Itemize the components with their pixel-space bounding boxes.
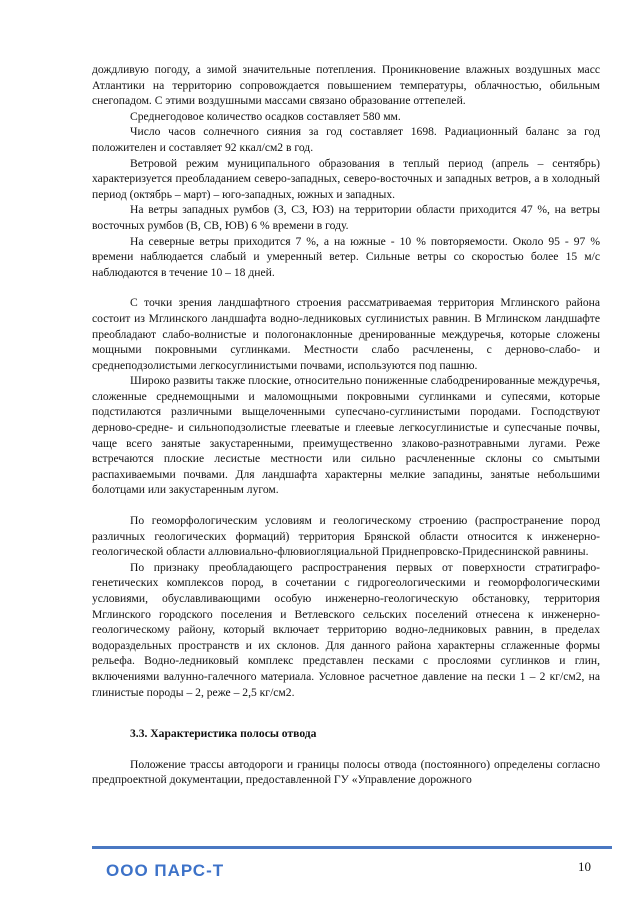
paragraph-gap (92, 498, 600, 513)
paragraph: С точки зрения ландшафтного строения рассматриваемая территория Мглинского района состоит из Мглинского ландшафта водно-ледниковых суглинистых равнин. В Мглинском ландшафте преобладают слабо-волнистые и пологонаклонные дренированные междуречья, которые сложены мощными покровными суглинками. Местности слабо расчленены, с дерново-слабо- и среднеподзолистыми легкосуглинистыми почвами, используются под пашню. (92, 296, 600, 372)
paragraph-gap (92, 280, 600, 295)
paragraph: Среднегодовое количество осадков составляет 580 мм. (130, 109, 401, 123)
paragraph-gap (92, 700, 600, 726)
paragraph: Положение трассы автодороги и границы полосы отвода (постоянного) определены согласно предпроектной документации, предоставленной ГУ «Управление дорожного (92, 757, 600, 787)
paragraph: Ветровой режим муниципального образования в теплый период (апрель – сентябрь) характеризуется преобладанием северо-западных, северо-восточных и западных ветров, а в холодный период (октябрь – март) – юго-западных, южных и западных. (92, 156, 600, 201)
paragraph: Число часов солнечного сияния за год составляет 1698. Радиационный баланс за год положителен и составляет 92 ккал/см2 в год. (92, 125, 600, 154)
paragraph: На ветры западных румбов (З, СЗ, ЮЗ) на территории области приходится 47 %, на ветры восточных румбов (В, СВ, ЮВ) 6 % времени в году. (92, 203, 600, 232)
paragraph: По геоморфологическим условиям и геологическому строению (распространение пород различных геологических формаций) территория Брянской области относится к инженерно-геологической области аллювиально-флювиогляциальной Приднепровско-Придеснинской равнины. (92, 514, 600, 559)
company-logo: ООО ПАРС-Т (106, 861, 225, 880)
paragraph: По признаку преобладающего распространения первых от поверхности стратиграфо-генетических комплексов пород, в сочетании с гидрогеологическими и геоморфологическими условиями, обуславливающими особую инженерно-геологическую обстановку, территория Мглинского городского поселения и Ветлевского сельских поселений отнесена к инженерно-геологическому району, который включает территорию водно-ледниковых равнин, в пределах водораздельных пространств и их склонов. Для данного района характерны сглаженные формы рельефа. Водно-ледниковый комплекс представлен песками с прослоями суглинков и глин, включениями валунно-галечного материала. Условное расчетное давление на пески 1 – 2 кг/см2, на глинистые породы – 2, реже – 2,5 кг/см2. (92, 560, 600, 699)
page-number: 10 (578, 859, 591, 874)
paragraph: Широко развиты также плоские, относительно пониженные слабодренированные междуречья, сложенные среднемощными и маломощными покровными суглинками и супесями, которые подстилаются различными выщелоченными супесчано-суглинистыми породами. Господствуют дерново-средне- и сильноподзолистые глееватые и глеевые легкосуглинистые и супесчаные почвы, чаще всего занятые закустаренными, преимущественно злаково-разнотравными лугами. Реже встречаются плоские лесистые местности или сильно расчлененные склоны со смытыми распахиваемыми почвами. Для ландшафта характерны мелкие западины, занятые небольшими болотцами или закустаренным лугом. (92, 374, 600, 497)
section-heading: 3.3. Характеристика полосы отвода (130, 727, 317, 741)
paragraph: дождливую погоду, а зимой значительные потепления. Проникновение влажных воздушных масс Атлантики на территорию сопровождается повышением температуры, облачностью, обильным снегопадом. С этими воздушными массами связано образование оттепелей. (92, 63, 600, 108)
body-text (92, 62, 600, 788)
footer-divider (92, 846, 612, 849)
paragraph: На северные ветры приходится 7 %, а на южные - 10 % повторяемости. Около 95 - 97 % времени наблюдается слабый и умеренный ветер. Сильные ветры со скоростью более 15 м/с наблюдаются в течение 10 – 18 дней. (92, 234, 600, 279)
paragraph-gap (92, 742, 600, 757)
